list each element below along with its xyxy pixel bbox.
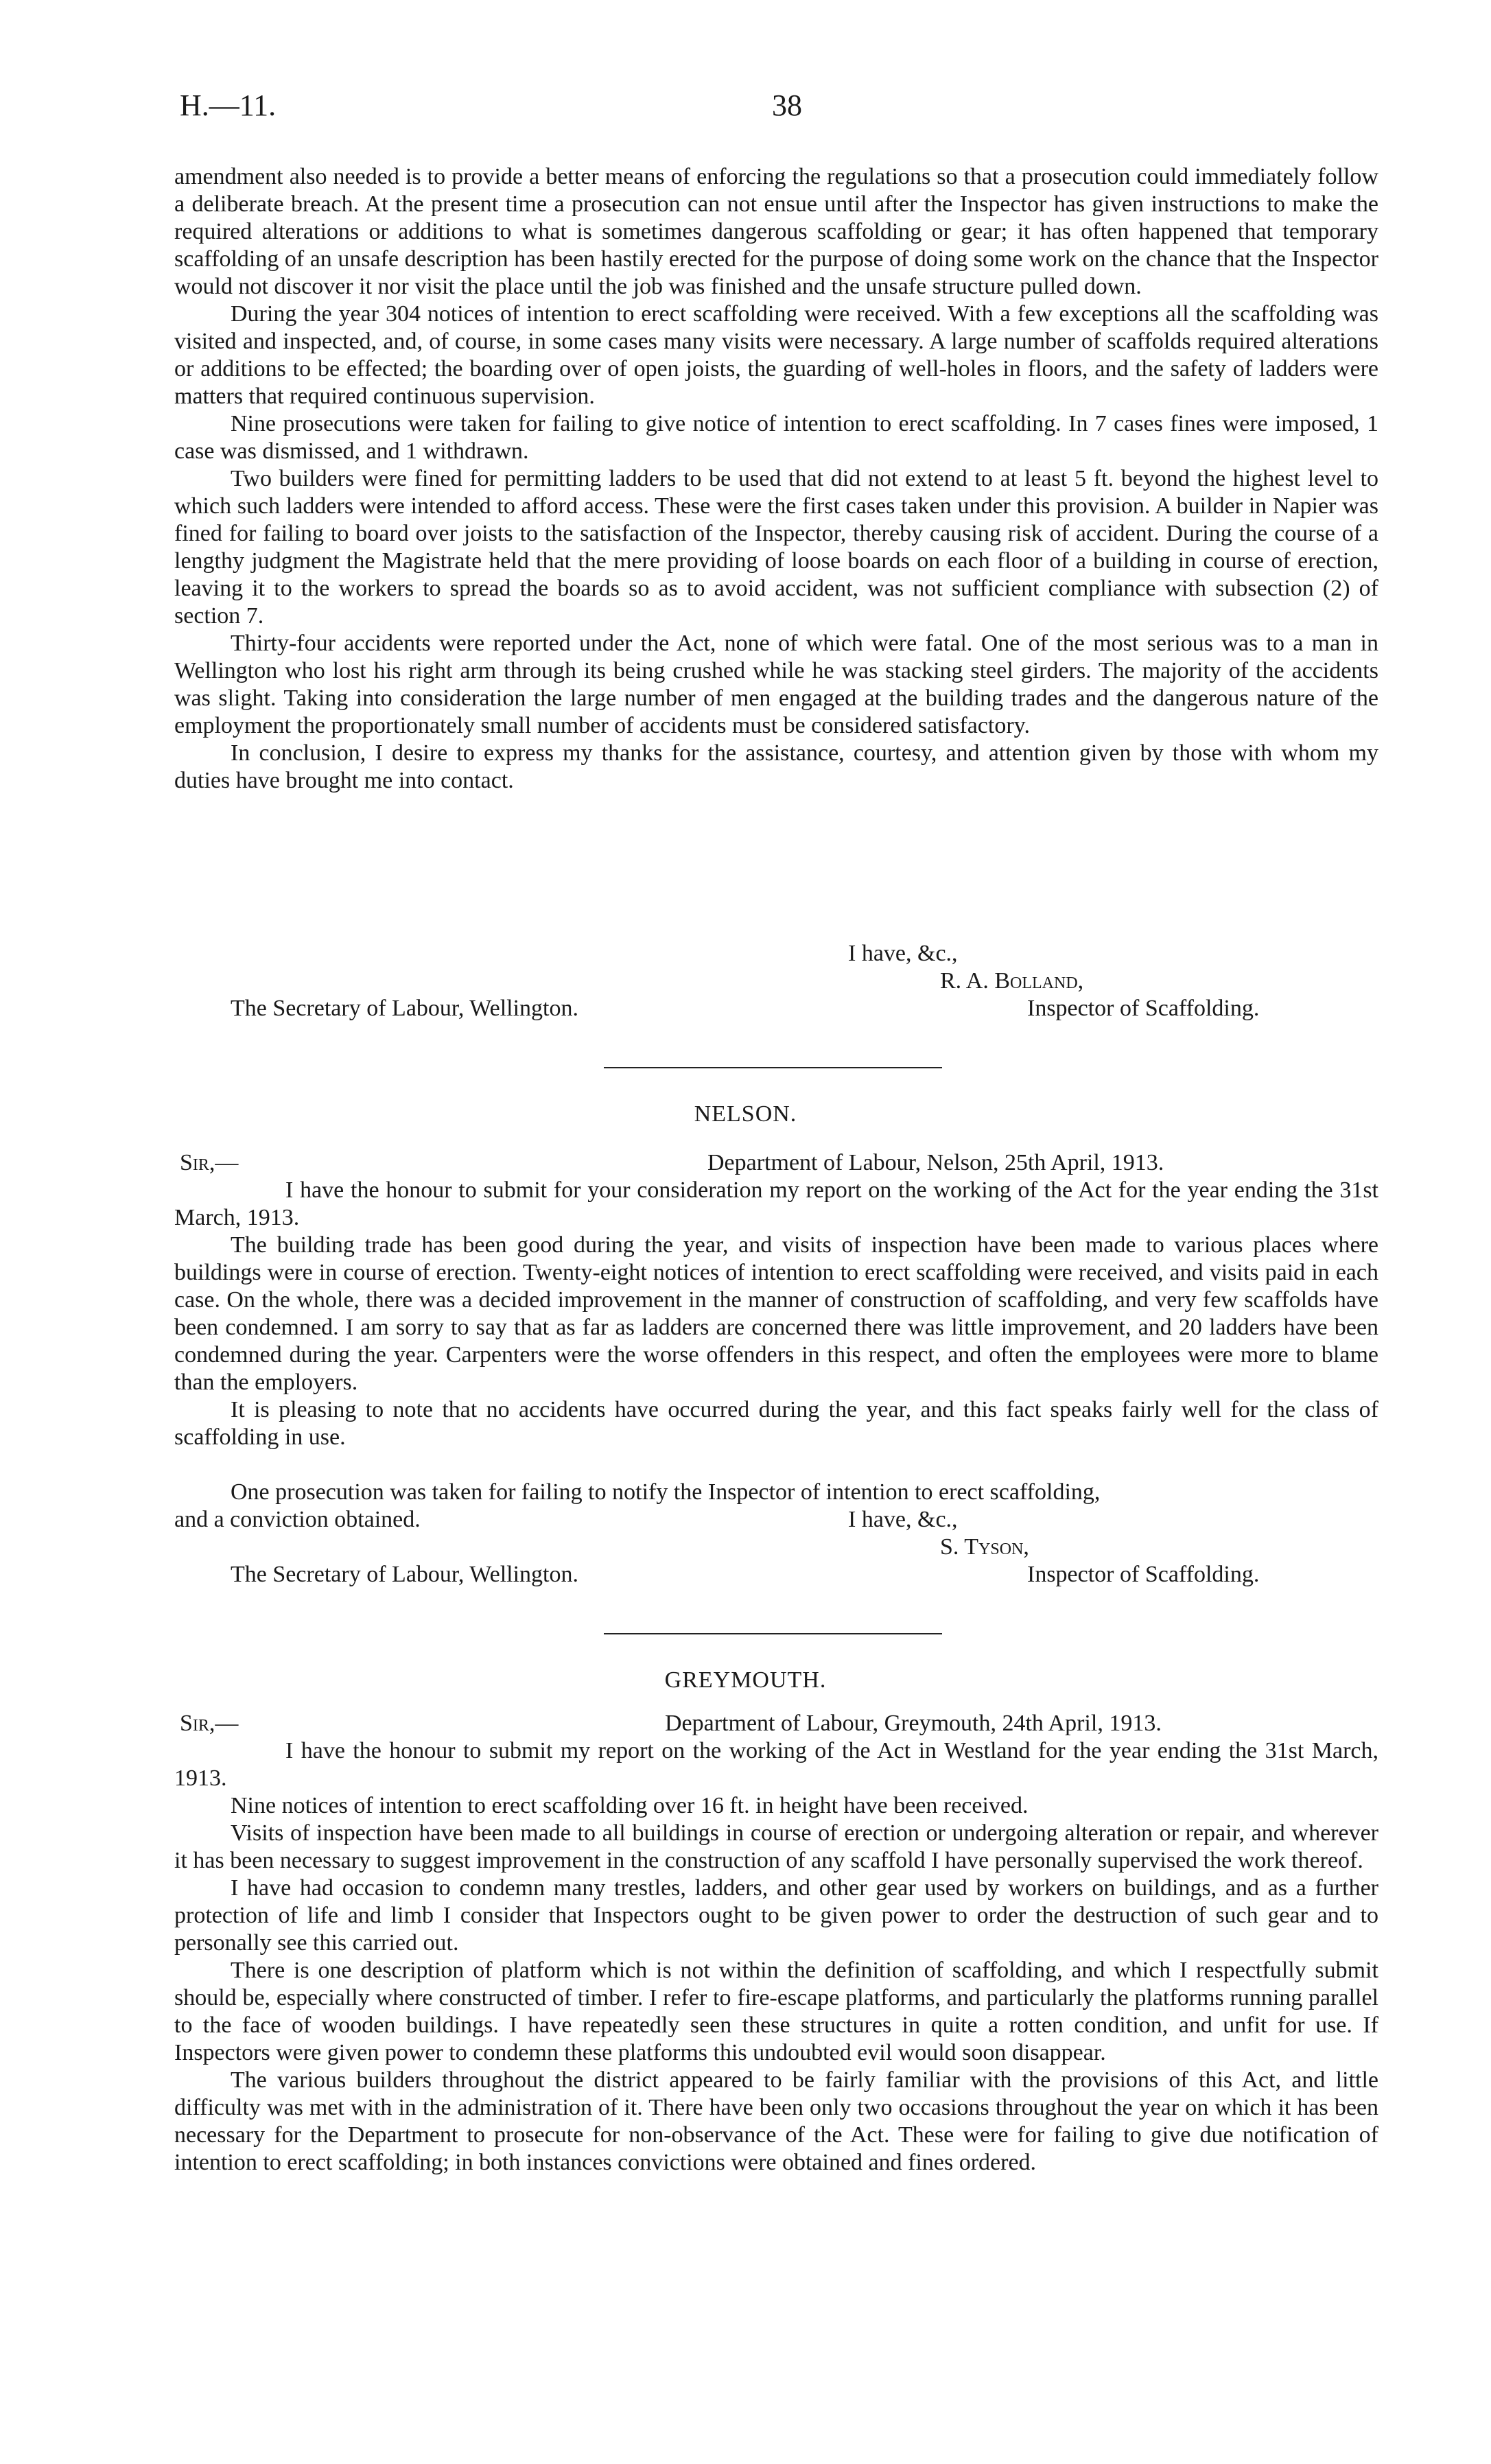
nelson-salutation: Sir,— bbox=[180, 1150, 239, 1175]
nelson-paragraph: It is pleasing to note that no accidents have occurred during the year, and this fact speaks fairly well for the class of scaffolding in use. bbox=[174, 1397, 1378, 1450]
intro-addressee: The Secretary of Labour, Wellington. bbox=[231, 996, 578, 1021]
intro-paragraph: In conclusion, I desire to express my thanks for the assistance, courtesy, and attention given by those with whom my duties have brought me into contact. bbox=[174, 740, 1378, 793]
intro-text bbox=[174, 163, 1378, 795]
nelson-addressee: The Secretary of Labour, Wellington. bbox=[231, 1562, 578, 1587]
intro-closing: I have, &c., bbox=[848, 941, 958, 966]
page-number: 38 bbox=[772, 89, 802, 122]
intro-paragraph: During the year 304 notices of intention to erect scaffolding were received. With a few exceptions all the scaffolding was visited and inspected, and, of course, in some cases many visits were necessary. A large number of scaffolds required alterations or additions to be effected; the boarding over of open joists, the guarding of well-holes in floors, and the safety of ladders were matters that required continuous supervision. bbox=[174, 301, 1378, 409]
greymouth-paragraph: The various builders throughout the district appeared to be fairly familiar with the provisions of this Act, and little difficulty was met with in the administration of it. There have been only two occasions throughout the year on which it has been necessary for the Department to prosecute for non-observance of the Act. These were for failing to give due notification of intention to erect scaffolding; in both instances convictions were obtained and fines ordered. bbox=[174, 2067, 1378, 2175]
nelson-inspector-title: Inspector of Scaffolding. bbox=[1027, 1562, 1260, 1587]
greymouth-paragraph: I have had occasion to condemn many trestles, ladders, and other gear used by workers on buildings, and as a further protection of life and limb I consider that Inspectors ought to be given power to order the destruction of such gear and to personally see this carried out. bbox=[174, 1875, 1378, 1956]
nelson-heading: NELSON. bbox=[694, 1101, 797, 1127]
intro-paragraph: Two builders were fined for permitting ladders to be used that did not extend to at least 5 ft. beyond the highest level to which such ladders were intended to afford access. These were the first cases taken under this provision. A builder in Napier was fined for failing to board over joists to the satisfaction of the Inspector, thereby causing risk of accident. During the course of a lengthy judgment the Magistrate held that the mere providing of loose boards on each floor of a building in course of erection, leaving it to the workers to spread the boards so as to avoid accident, was not sufficient compliance with subsection (2) of section 7. bbox=[174, 466, 1378, 629]
report-code: H.—11. bbox=[180, 89, 277, 122]
greymouth-paragraph: Nine notices of intention to erect scaffolding over 16 ft. in height have been received. bbox=[231, 1793, 1029, 1818]
greymouth-dateline: Department of Labour, Greymouth, 24th April, 1913. bbox=[665, 1711, 1162, 1736]
nelson-last-line: One prosecution was taken for failing to notify the Inspector of intention to erect scaffolding, bbox=[231, 1479, 1101, 1505]
nelson-paragraph: I have the honour to submit for your consideration my report on the working of the Act for the year ending the 31st March, 1913. bbox=[174, 1177, 1378, 1230]
intro-inspector-title: Inspector of Scaffolding. bbox=[1027, 996, 1260, 1021]
intro-signatory: R. A. Bolland, bbox=[940, 968, 1084, 994]
nelson-closing: I have, &c., bbox=[848, 1507, 958, 1532]
intro-paragraph: Thirty-four accidents were reported under the Act, none of which were fatal. One of the most serious was to a man in Wellington who lost his right arm through its being crushed while he was stacking steel girders. The majority of the accidents was slight. Taking into consideration the large number of men engaged at the building trades and the dangerous nature of the employment the proportionately small number of accidents must be considered satisfactory. bbox=[174, 631, 1378, 738]
intro-paragraph: amendment also needed is to provide a better means of enforcing the regulations so that a prosecution could immediately follow a deliberate breach. At the present time a prosecution can not ensue until after the Inspector has given instructions to make the required alterations or additions to what is sometimes dangerous scaffolding or gear; it has often happened that temporary scaffolding of an unsafe description has been hastily erected for the purpose of doing some work on the chance that the Inspector would not discover it nor visit the place until the job was finished and the unsafe structure pulled down. bbox=[174, 164, 1378, 299]
nelson-dateline: Department of Labour, Nelson, 25th April, 1913. bbox=[707, 1150, 1164, 1175]
greymouth-paragraph: I have the honour to submit my report on the working of the Act in Westland for the year ending the 31st March, 1913. bbox=[174, 1738, 1378, 1791]
intro-paragraph: Nine prosecutions were taken for failing to give notice of intention to erect scaffolding. In 7 cases fines were imposed, 1 case was dismissed, and 1 withdrawn. bbox=[174, 411, 1378, 464]
section-divider bbox=[604, 1633, 942, 1634]
nelson-paragraph: The building trade has been good during the year, and visits of inspection have been made to various places where buildings were in course of erection. Twenty-eight notices of intention to erect scaffolding were received, and visits paid in each case. On the whole, there was a decided improvement in the manner of construction of scaffolding, and very few scaffolds have been condemned. I am sorry to say that as far as ladders are concerned there was little improvement, and 20 ladders have been condemned during the year. Carpenters were the worse offenders in this respect, and often the employees were more to blame than the employers. bbox=[174, 1232, 1378, 1395]
greymouth-paragraph: Visits of inspection have been made to all buildings in course of erection or undergoing alteration or repair, and wherever it has been necessary to suggest improvement in the construction of any scaffold I have personally supervised the work thereof. bbox=[174, 1820, 1378, 1873]
greymouth-heading: GREYMOUTH. bbox=[664, 1667, 827, 1693]
nelson-signatory: S. Tyson, bbox=[940, 1534, 1029, 1560]
nelson-text bbox=[174, 1177, 1378, 1451]
greymouth-salutation: Sir,— bbox=[180, 1711, 239, 1736]
nelson-last-line-end: and a conviction obtained. bbox=[174, 1507, 421, 1532]
greymouth-paragraph: There is one description of platform which is not within the definition of scaffolding, and which I respectfully submit should be, especially where constructed of timber. I refer to fire-escape platforms, and particularly the platforms running parallel to the face of wooden buildings. I have repeatedly seen these structures in quite a rotten condition, and unfit for use. If Inspectors were given power to condemn these platforms this undoubted evil would soon disappear. bbox=[174, 1958, 1378, 2065]
section-divider bbox=[604, 1067, 942, 1068]
greymouth-text bbox=[174, 1737, 1378, 2176]
